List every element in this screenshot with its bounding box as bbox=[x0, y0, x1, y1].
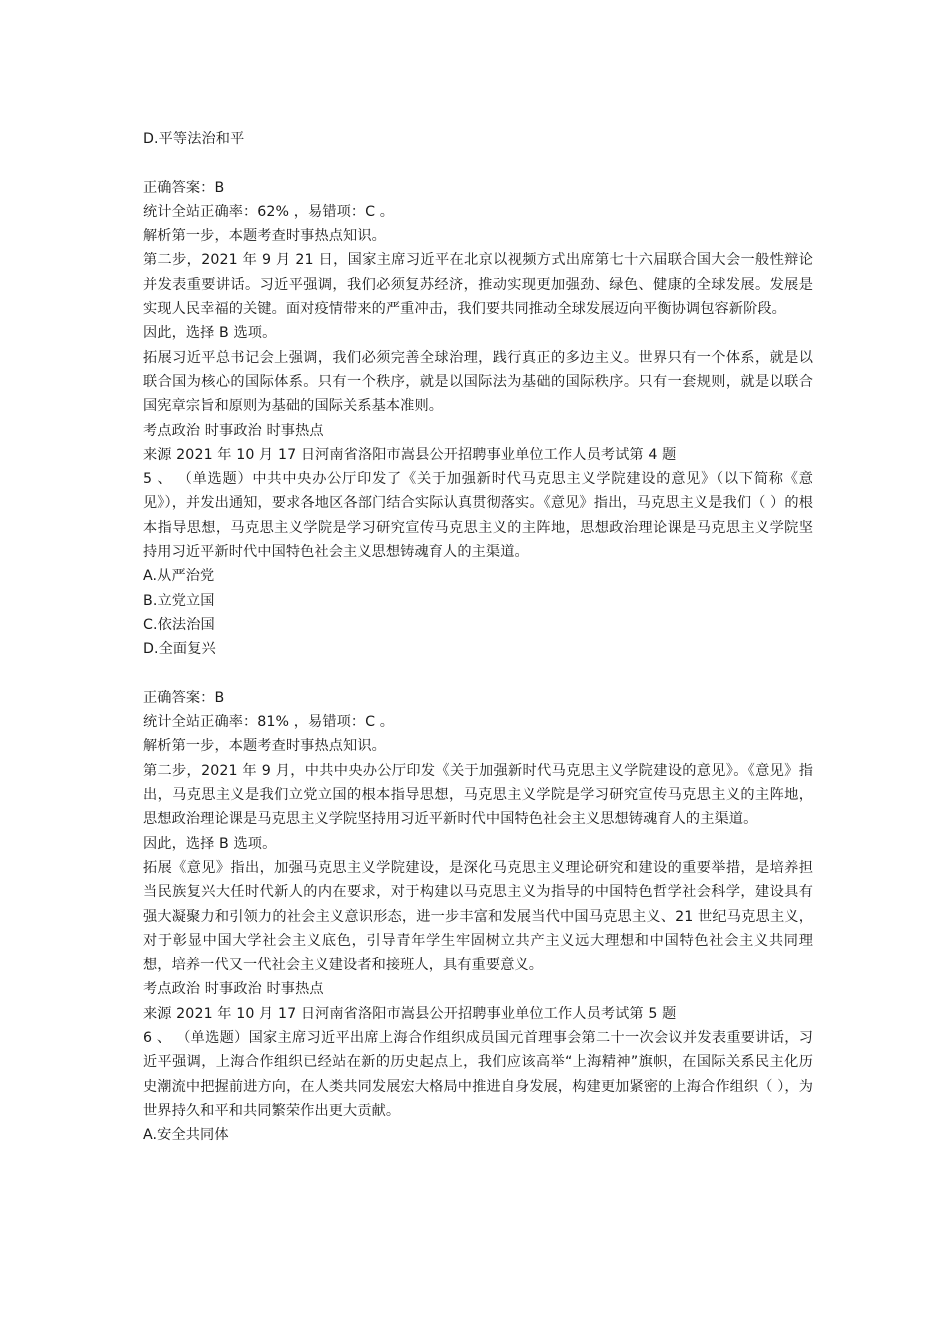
q5-stats: 统计全站正确率：81% ，易错项：C 。 bbox=[143, 714, 395, 731]
document-page bbox=[143, 127, 813, 1147]
q6-stem: 6 、 （单选题）国家主席习近平出席上海合作组织成员国元首理事会第二十一次会议并发表重要讲话，习近平强调，上海合作组织已经站在新的历史起点上，我们应该高举“上海精神”旗帜，在国际关系民主化历史潮流中把握前进方向，在人类共同发展宏大格局中推进自身发展，构建更加紧密的上海合作组织（ ），为世界持久和平和共同繁荣作出更大贡献。 bbox=[143, 1029, 813, 1119]
q4-stats: 统计全站正确率：62% ，易错项：C 。 bbox=[143, 203, 395, 220]
q5-option-b: B.立党立国 bbox=[143, 592, 215, 609]
q5-stem: 5 、 （单选题）中共中央办公厅印发了《关于加强新时代马克思主义学院建设的意见》（以下简称《意见》），并发出通知，要求各地区各部门结合实际认真贯彻落实。《意见》指出，马克思主义是我们（ ）的根本指导思想，马克思主义学院是学习研究宣传马克思主义的主阵地，思想政治理论课是马克思主义学院坚持用习近平新时代中国特色社会主义思想铸魂育人的主渠道。 bbox=[143, 471, 813, 561]
q5-conclusion: 因此，选择 B 选项。 bbox=[143, 835, 277, 852]
q4-topic: 考点政治 时事政治 时事热点 bbox=[143, 422, 324, 439]
q5-option-d: D.全面复兴 bbox=[143, 641, 216, 658]
q5-analysis-step1: 解析第一步，本题考查时事热点知识。 bbox=[143, 738, 386, 755]
q5-topic: 考点政治 时事政治 时事热点 bbox=[143, 981, 324, 998]
q4-conclusion: 因此，选择 B 选项。 bbox=[143, 325, 277, 342]
q5-option-c: C.依法治国 bbox=[143, 616, 215, 633]
q4-extension: 拓展习近平总书记会上强调，我们必须完善全球治理，践行真正的多边主义。世界只有一个体系，就是以联合国为核心的国际体系。只有一个秩序，就是以国际法为基础的国际秩序。只有一套规则，就是以联合国宪章宗旨和原则为基础的国际关系基本准则。 bbox=[143, 349, 813, 415]
q4-source: 来源 2021 年 10 月 17 日河南省洛阳市嵩县公开招聘事业单位工作人员考试第 4 题 bbox=[143, 446, 677, 463]
q4-analysis-step1: 解析第一步，本题考查时事热点知识。 bbox=[143, 228, 386, 245]
q5-source: 来源 2021 年 10 月 17 日河南省洛阳市嵩县公开招聘事业单位工作人员考试第 5 题 bbox=[143, 1005, 677, 1022]
spacer bbox=[143, 151, 813, 175]
q6-option-a: A.安全共同体 bbox=[143, 1127, 229, 1144]
q5-option-a: A.从严治党 bbox=[143, 568, 215, 585]
q4-option-d: D.平等法治和平 bbox=[143, 131, 245, 147]
spacer bbox=[143, 662, 813, 686]
q4-answer: 正确答案：B bbox=[143, 179, 225, 196]
q5-answer: 正确答案：B bbox=[143, 689, 225, 706]
q5-analysis-step2: 第二步，2021 年 9 月，中共中央办公厅印发《关于加强新时代马克思主义学院建设的意见》。《意见》指出，马克思主义是我们立党立国的根本指导思想，马克思主义学院是学习研究宣传马克思主义的主阵地，思想政治理论课是马克思主义学院坚持用习近平新时代中国特色社会主义思想铸魂育人的主渠道。 bbox=[143, 762, 813, 828]
q4-analysis-step2: 第二步，2021 年 9 月 21 日，国家主席习近平在北京以视频方式出席第七十六届联合国大会一般性辩论并发表重要讲话。习近平强调，我们必须复苏经济，推动实现更加强劲、绿色、健康的全球发展。发展是实现人民幸福的关键。面对疫情带来的严重冲击，我们要共同推动全球发展迈向平衡协调包容新阶段。 bbox=[143, 252, 813, 318]
q5-extension: 拓展《意见》指出，加强马克思主义学院建设，是深化马克思主义理论研究和建设的重要举措，是培养担当民族复兴大任时代新人的内在要求，对于构建以马克思主义为指导的中国特色哲学社会科学，建设具有强大凝聚力和引领力的社会主义意识形态，进一步丰富和发展当代中国马克思主义、21 世纪马克思主义，对于彰显中国大学社会主义底色，引导青年学生牢固树立共产主义远大理想和中国特色社会主义共同理想，培养一代又一代社会主义建设者和接班人，具有重要意义。 bbox=[143, 859, 813, 974]
